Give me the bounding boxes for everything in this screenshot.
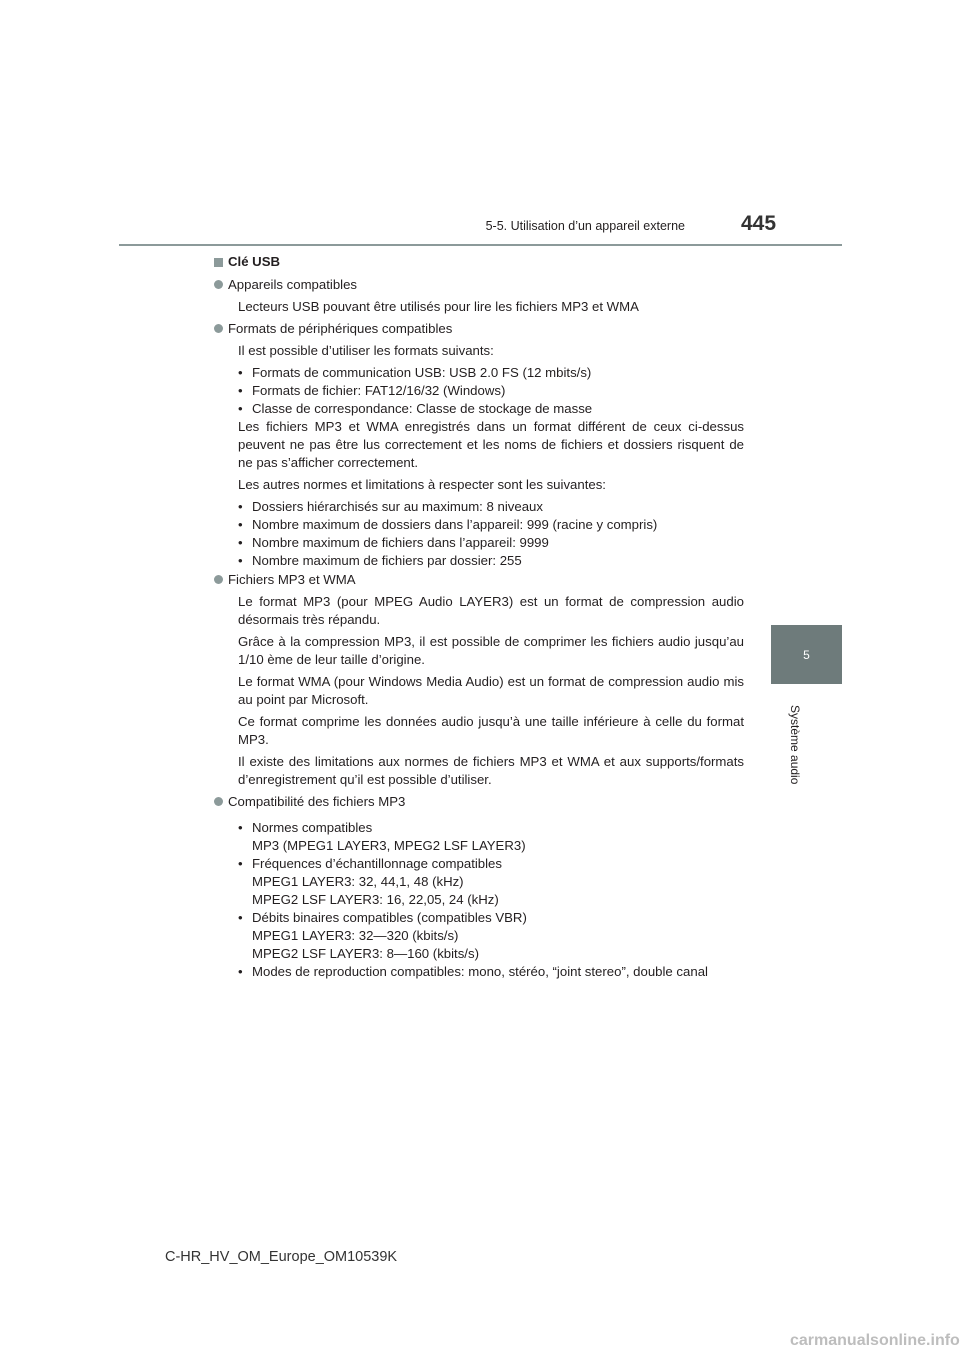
watermark-text: carmanualsonline.info (790, 1332, 960, 1349)
paragraph: Il existe des limitations aux normes de fichiers MP3 et WMA et aux supports/formats d’enregistrement qu’il est possible d’utiliser. (238, 754, 744, 787)
list-item-detail: MPEG2 LSF LAYER3: 8—160 (kbits/s) (252, 946, 479, 961)
topic-heading-compatible-devices (214, 276, 744, 294)
paragraph: Les autres normes et limitations à respecter sont les suivantes: (238, 477, 606, 492)
topic-heading-mp3-compat (214, 793, 744, 811)
paragraph: Les fichiers MP3 et WMA enregistrés dans un format différent de ceux ci-dessus peuvent ne pas être lus correctement et les noms de fichiers et dossiers risquent de ne pas s’afficher correctement. (238, 419, 744, 470)
topic-title: Fichiers MP3 et WMA (228, 572, 356, 587)
list-item-label: Normes compatibles (252, 820, 373, 835)
list-item-detail: MPEG2 LSF LAYER3: 16, 22,05, 24 (kHz) (252, 892, 499, 907)
round-bullet-icon (214, 575, 223, 584)
topic-title: Formats de périphériques compatibles (228, 321, 453, 336)
list-item: • Modes de reproduction compatibles: mono, stéréo, “joint stereo”, double canal (238, 963, 744, 981)
topic-title: Compatibilité des fichiers MP3 (228, 794, 406, 809)
square-bullet-icon (214, 258, 223, 267)
list-item-label: Fréquences d’échantillonnage compatibles (252, 856, 502, 871)
page-content (214, 253, 744, 981)
paragraph: Grâce à la compression MP3, il est possible de comprimer les fichiers audio jusqu’au 1/10 ème de leur taille d’origine. (238, 634, 744, 667)
paragraph: Lecteurs USB pouvant être utilisés pour lire les fichiers MP3 et WMA (238, 299, 639, 314)
list-item-label: Débits binaires compatibles (compatibles VBR) (252, 910, 527, 925)
chapter-tab-title (771, 690, 819, 800)
document-code: C-HR_HV_OM_Europe_OM10539K (165, 1249, 398, 1265)
list-item: • Dossiers hiérarchisés sur au maximum: 8 niveaux (238, 499, 543, 514)
list-item-label: Modes de reproduction compatibles: mono, stéréo, “joint stereo”, double canal (252, 964, 708, 979)
format-list (238, 364, 744, 418)
list-item: • Débits binaires compatibles (compatibles VBR) MPEG1 LAYER3: 32—320 (kbits/s) MPEG2 LSF LAYER3: 8—160 (kbits/s) (238, 909, 744, 963)
list-item-detail: MPEG1 LAYER3: 32—320 (kbits/s) (252, 928, 459, 943)
section-title: Clé USB (228, 254, 281, 269)
chapter-tab-number: 5 (771, 625, 842, 684)
mp3-compat-list (238, 819, 744, 981)
list-item: • Classe de correspondance: Classe de stockage de masse (238, 401, 593, 416)
header-rule (119, 244, 842, 246)
paragraph: Le format MP3 (pour MPEG Audio LAYER3) est un format de compression audio désormais très répandu. (238, 594, 744, 627)
list-item: • Fréquences d’échantillonnage compatibles MPEG1 LAYER3: 32, 44,1, 48 (kHz) MPEG2 LSF LAYER3: 16, 22,05, 24 (kHz) (238, 855, 744, 909)
list-item-detail: MP3 (MPEG1 LAYER3, MPEG2 LSF LAYER3) (252, 838, 526, 853)
list-item: • Nombre maximum de dossiers dans l’appareil: 999 (racine y compris) (238, 517, 658, 532)
round-bullet-icon (214, 324, 223, 333)
chapter-tab-title-text: Système audio (788, 705, 802, 785)
section-heading (214, 253, 744, 271)
running-header-section: 5-5. Utilisation d’un appareil externe (485, 219, 685, 233)
topic-heading-mp3-wma (214, 571, 744, 589)
round-bullet-icon (214, 797, 223, 806)
list-item: • Formats de fichier: FAT12/16/32 (Windows) (238, 383, 506, 398)
list-item: • Nombre maximum de fichiers par dossier: 255 (238, 553, 522, 568)
topic-title: Appareils compatibles (228, 277, 358, 292)
list-item: • Normes compatibles MP3 (MPEG1 LAYER3, MPEG2 LSF LAYER3) (238, 819, 744, 855)
list-item: • Formats de communication USB: USB 2.0 FS (12 mbits/s) (238, 365, 592, 380)
page-number: 445 (741, 212, 777, 235)
round-bullet-icon (214, 280, 223, 289)
paragraph: Ce format comprime les données audio jusqu’à une taille inférieure à celle du format MP3. (238, 714, 744, 747)
topic-heading-device-formats (214, 320, 744, 338)
list-item-detail: MPEG1 LAYER3: 32, 44,1, 48 (kHz) (252, 874, 464, 889)
paragraph: Le format WMA (pour Windows Media Audio) est un format de compression audio mis au point par Microsoft. (238, 674, 744, 707)
limits-list (238, 498, 744, 570)
paragraph: Il est possible d’utiliser les formats suivants: (238, 343, 494, 358)
list-item: • Nombre maximum de fichiers dans l’appareil: 9999 (238, 535, 549, 550)
